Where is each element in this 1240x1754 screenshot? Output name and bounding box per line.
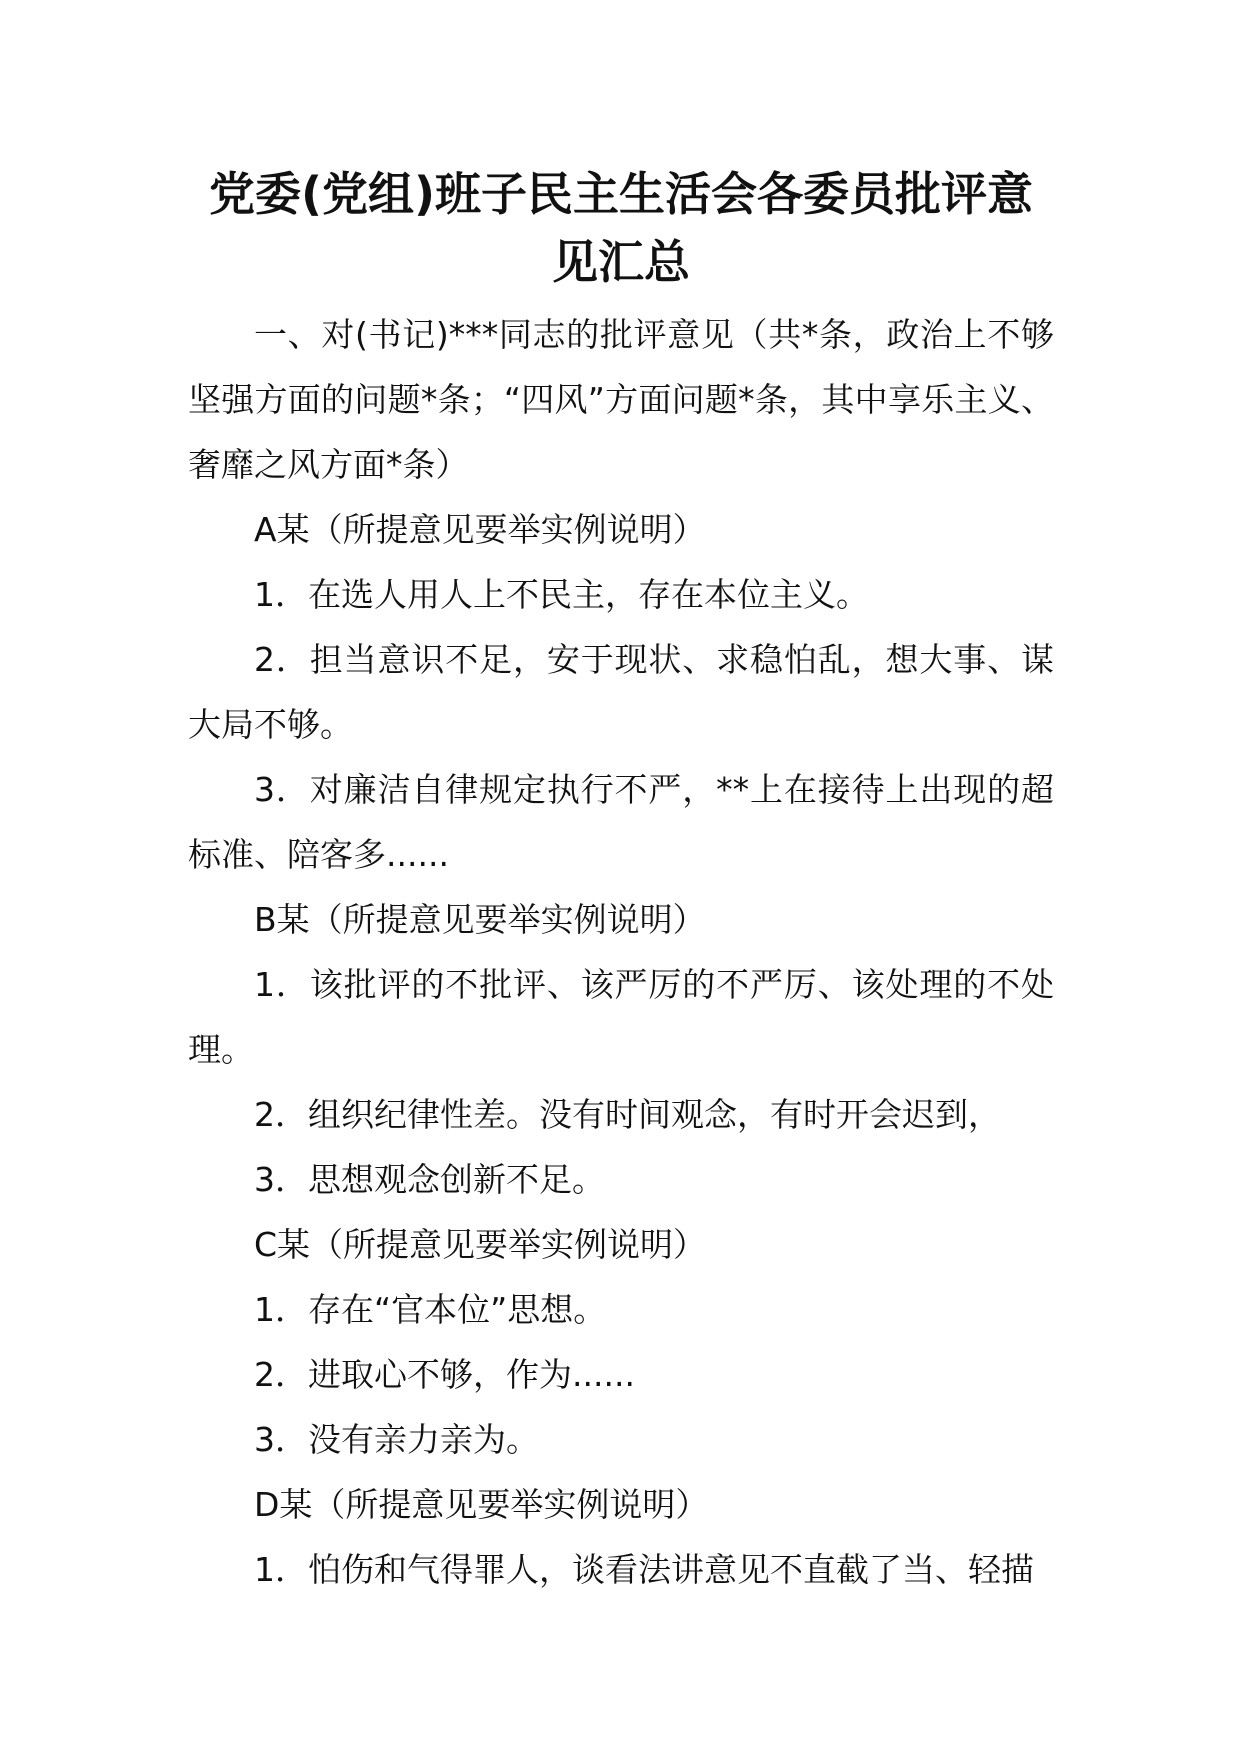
document-title: 党委(党组)班子民主生活会各委员批评意见汇总 — [208, 167, 1034, 289]
paragraph-member-a-heading: A某（所提意见要举实例说明） — [254, 510, 706, 549]
paragraph-member-c-item-2: 2．进取心不够，作为...... — [254, 1355, 635, 1394]
paragraph-member-b-item-1: 1．该批评的不批评、该严厉的不严厉、该处理的不处理。 — [188, 965, 1054, 1069]
paragraph-member-d-item-1: 1．怕伤和气得罪人，谈看法讲意见不直截了当、轻描 — [254, 1550, 1034, 1589]
paragraph-member-c-item-3: 3．没有亲力亲为。 — [254, 1420, 539, 1459]
paragraph-member-b-item-2: 2．组织纪律性差。没有时间观念，有时开会迟到， — [254, 1095, 1001, 1134]
paragraph-criticism-intro: 一、对(书记)***同志的批评意见（共*条，政治上不够坚强方面的问题*条；“四风”方面问题*条，其中享乐主义、奢靡之风方面*条） — [188, 315, 1054, 484]
paragraph-member-b-item-3: 3．思想观念创新不足。 — [254, 1160, 605, 1199]
document-content — [188, 160, 1054, 1602]
paragraph-member-a-item-2: 2．担当意识不足，安于现状、求稳怕乱，想大事、谋大局不够。 — [188, 640, 1054, 744]
paragraph-member-c-item-1: 1．存在“官本位”思想。 — [254, 1290, 607, 1329]
paragraph-member-a-item-3: 3．对廉洁自律规定执行不严，**上在接待上出现的超标准、陪客多...... — [188, 770, 1054, 874]
paragraph-member-b-heading: B某（所提意见要举实例说明） — [254, 900, 706, 939]
paragraph-member-c-heading: C某（所提意见要举实例说明） — [254, 1225, 707, 1264]
paragraph-member-d-heading: D某（所提意见要举实例说明） — [254, 1485, 709, 1524]
paragraph-member-a-item-1: 1．在选人用人上不民主，存在本位主义。 — [254, 575, 869, 614]
document-body — [188, 302, 1054, 1602]
